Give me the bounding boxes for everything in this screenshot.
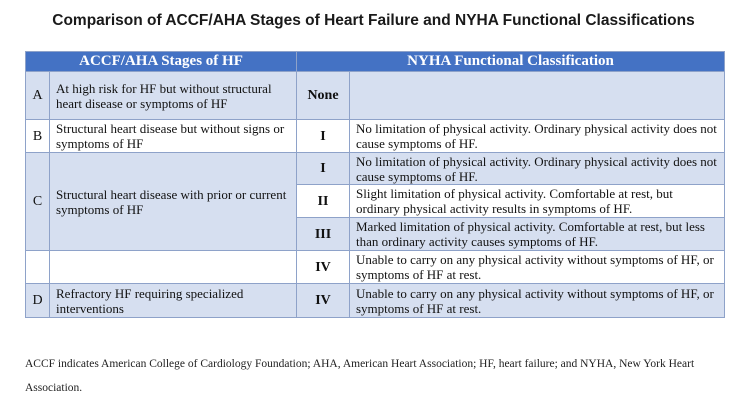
nyha-class: IV xyxy=(297,251,350,284)
footnote: ACCF indicates American College of Cardiology Foundation; AHA, American Heart Association; HF, heart failure; and NYHA, New York Heart Association. xyxy=(25,358,695,394)
nyha-description: Marked limitation of physical activity. Comfortable at rest, but less than ordinary activity causes symptoms of HF. xyxy=(350,218,725,251)
stage-letter xyxy=(26,251,50,284)
page-title: Comparison of ACCF/AHA Stages of Heart Failure and NYHA Functional Classifications xyxy=(52,12,695,29)
stage-description: Structural heart disease but without signs or symptoms of HF xyxy=(50,120,297,153)
nyha-class: IV xyxy=(297,284,350,318)
stage-description: Structural heart disease with prior or current symptoms of HF xyxy=(50,153,297,251)
table-row xyxy=(26,120,725,153)
nyha-description: No limitation of physical activity. Ordinary physical activity does not cause symptoms of HF. xyxy=(350,153,725,185)
table-row xyxy=(26,153,725,185)
stage-letter: D xyxy=(26,284,50,318)
stage-letter: B xyxy=(26,120,50,153)
table-row xyxy=(26,251,725,284)
nyha-class: II xyxy=(297,185,350,218)
nyha-class: I xyxy=(297,153,350,185)
header-accf-stages: ACCF/AHA Stages of HF xyxy=(26,52,297,72)
nyha-description: Unable to carry on any physical activity without symptoms of HF, or symptoms of HF at rest. xyxy=(350,251,725,284)
nyha-description: Unable to carry on any physical activity without symptoms of HF, or symptoms of HF at rest. xyxy=(350,284,725,318)
stage-letter: C xyxy=(26,153,50,251)
table-row xyxy=(26,284,725,318)
header-nyha-classification: NYHA Functional Classification xyxy=(297,52,725,72)
stage-description: At high risk for HF but without structural heart disease or symptoms of HF xyxy=(50,72,297,120)
table-header-row xyxy=(26,52,725,72)
nyha-description: No limitation of physical activity. Ordinary physical activity does not cause symptoms of HF. xyxy=(350,120,725,153)
stage-description: Refractory HF requiring specialized interventions xyxy=(50,284,297,318)
nyha-class: I xyxy=(297,120,350,153)
comparison-table xyxy=(25,51,725,318)
nyha-class: III xyxy=(297,218,350,251)
nyha-description: Slight limitation of physical activity. Comfortable at rest, but ordinary physical activity results in symptoms of HF. xyxy=(350,185,725,218)
table-row xyxy=(26,72,725,120)
stage-description xyxy=(50,251,297,284)
nyha-description xyxy=(350,72,725,120)
nyha-class: None xyxy=(297,72,350,120)
stage-letter: A xyxy=(26,72,50,120)
